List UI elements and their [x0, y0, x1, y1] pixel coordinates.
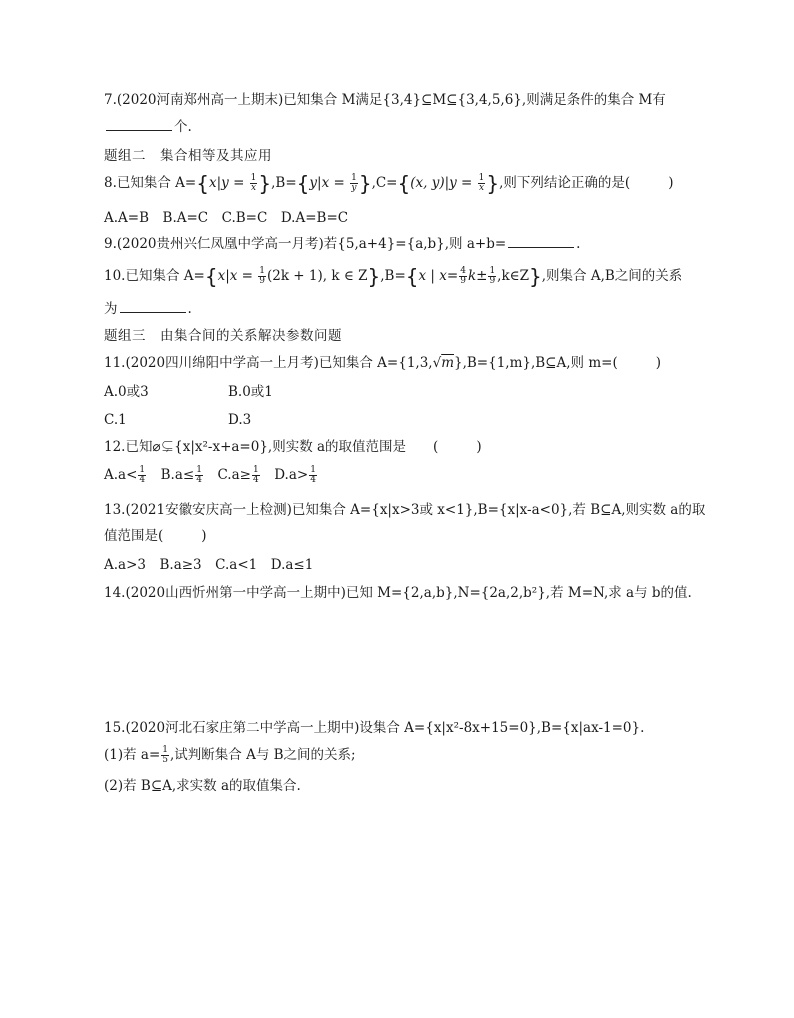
answer-blank[interactable] — [106, 118, 172, 131]
question-14: 14.(2020山西忻州第一中学高一上期中)已知 M={2,a,b},N={2a,2,b²},若 M=N,求 a与 b的值. — [104, 585, 692, 601]
question-13-options: A.a>3 B.a≥3 C.a<1 D.a≤1 — [104, 557, 314, 573]
question-10: 10.已知集合 A={x|x = $\frac{1}{9}$ (2k + 1), k ∈ Z},B={x | x= $\frac{4}{9}$ k± $\frac{1}{9}$ ,k∈Z},则集合 A,B之间的关系 — [104, 264, 683, 289]
question-15: 15.(2020河北石家庄第二中学高一上期中)设集合 A={x|x²-8x+15=0},B={x|ax-1=0}. — [104, 720, 645, 736]
answer-blank[interactable] — [508, 235, 574, 248]
question-13: 13.(2021安徽安庆高一上检测)已知集合 A={x|x>3或 x<1},B={x|x-a<0},若 B⊆A,则实数 a的取 — [104, 502, 706, 518]
answer-blank[interactable] — [120, 300, 186, 313]
question-12: 12.已知⌀⊊{x|x²-x+a=0},则实数 a的取值范围是 ( ) — [104, 439, 482, 455]
question-10-line2: 为 . — [104, 301, 192, 317]
question-11: 11.(2020四川绵阳中学高一上月考)已知集合 A={1,3,√m},B={1,m},B⊆A,则 m=( ) — [104, 355, 661, 371]
question-12-options: A.a< $\frac{1}{4}$ B.a≤ $\frac{1}{4}$ C.a≥ $\frac{1}{4}$ D.a> $\frac{1}{4}$ — [104, 465, 316, 485]
question-15-part1: (1)若 a= $\frac{1}{5}$ ,试判断集合 A与 B之间的关系; — [104, 745, 356, 765]
question-13-line2: 值范围是( ) — [104, 528, 207, 544]
question-15-part2: (2)若 B⊆A,求实数 a的取值集合. — [104, 778, 301, 794]
question-7: 7.(2020河南郑州高一上期末)已知集合 M满足{3,4}⊆M⊆{3,4,5,6},则满足条件的集合 M有 — [104, 92, 666, 108]
section-title-3: 题组三 由集合间的关系解决参数问题 — [104, 328, 342, 344]
question-8-options: A.A=B B.A=C C.B=C D.A=B=C — [104, 210, 349, 226]
question-11-options-row2: C.1 D.3 — [104, 412, 252, 428]
question-8: 8.已知集合 A={x|y = $\frac{1}{x}$ },B={y|x = $\frac{1}{y}$ },C={(x, y)|y = $\frac{1}{x}$ },则下列结论正确的是( ) — [104, 171, 674, 196]
question-9: 9.(2020贵州兴仁凤凰中学高一月考)若{5,a+4}={a,b},则 a+b= . — [104, 236, 581, 252]
section-title-2: 题组二 集合相等及其应用 — [104, 148, 272, 164]
question-11-options-row1: A.0或3 B.0或1 — [104, 384, 273, 400]
question-7-line2: 个. — [104, 118, 192, 136]
